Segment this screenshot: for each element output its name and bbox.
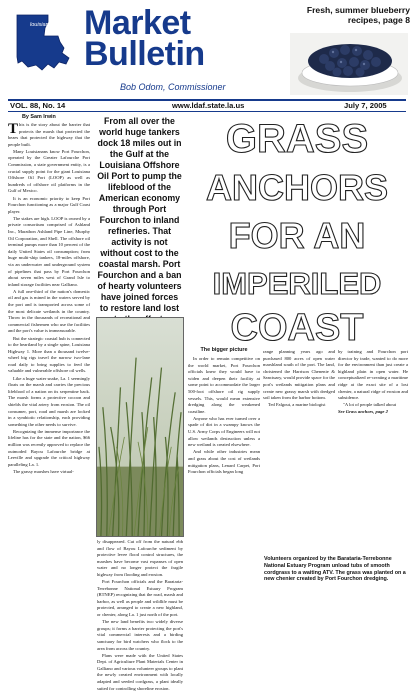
paragraph: And while other industries mean and grass about the cost of wetlands mitigation plans, Lenard Carpet, Port Fourchon officials began long — [188, 449, 260, 475]
cordgrass-photo — [96, 317, 184, 537]
title-market: Market — [84, 4, 191, 42]
first-paragraph: his is the story about the barrier that protects the marsh that protected the beaes that protected the highway that the people built. — [8, 122, 90, 147]
headline-word: ANCHORS — [205, 167, 389, 208]
blueberries-photo — [290, 33, 408, 95]
paragraph: A full one-third of the nation's domestic oil and gas is mined in the waters served by the port and is transported across some of the most delicate wetlands in the country. Throw in the thousands of recreational and commercial fishermen who use the facilities and the port's value is immeasurable. — [8, 288, 90, 334]
paragraph: Many Louisianans know Port Fourchon, operated by the Greater Lafourche Port Commission, a state government entity, is a crucial supply point for the giant Louisiana Offshore Oil Port (LOOP) as well as hundreds of offshore oil platforms in the Gulf of Mexico. — [8, 148, 90, 194]
recipe-teaser[interactable]: Fresh, summer blueberry recipes, page 8 — [306, 5, 410, 25]
headline-word: COAST — [230, 307, 364, 349]
paragraph: Like a huge water snake, La. 1 seemingly floats on the marsh and carries the precious lifeblood of a nation on its serpentine back. The marsh forms a protective cocoon and shields the vital artery from erosion. The oil consumer, port, road and marsh are locked in a symbiotic relationship, each providing something the other needs to survive. — [8, 375, 90, 427]
paragraph: But the strategic coastal hub is connected to the heartland by a single spine, Louisiana Highway 1. More than a thousand twelve-wheel big rigs travel the narrow two-lane road daily to bring supplies to feed the valuable and vulnerable offshore oil wells. — [8, 335, 90, 374]
issue-volume: VOL. 88, No. 14 — [10, 101, 66, 110]
issue-date: July 7, 2005 — [344, 101, 387, 110]
commissioner-line: Bob Odom, Commissioner — [120, 82, 226, 92]
headline-word: IMPERILED — [212, 266, 382, 301]
paragraph: by training and Fourchon port director by trade, wanted to do more for the environment than just create a highland plain in open water. He conceptualized re-creating a maritime ridge at the exact site of a lost chenier, a natural ridge of erosion and subsidence. — [338, 349, 408, 401]
continued-link[interactable]: See Grass anchors, page 2 — [338, 409, 388, 415]
drop-cap: T — [8, 121, 19, 137]
paragraph: The new land benefits two widely diverse groups; it forms a barrier protecting the port's vital commercial interests and a birding sanctuary for bird watchers who flock to the area from across the country. — [97, 619, 183, 651]
headline-word: GRASS — [225, 117, 369, 161]
paragraph: Plans were made with the United States Dept. of Agriculture Plant Materials Center in Galliano and various volunteer groups to plant the newly created environment with locally adapted and seeded cordgrass, a plant ideally suited for controlling shoreline erosion. — [97, 652, 183, 691]
paragraph: It is an economic priority to keep Port Fourchon functioning as a major Gulf Coast player. — [8, 195, 90, 214]
pull-quote: From all over the world huge tankers dock 18 miles out in the Gulf at the Louisiana Offshore Oil Port to pump the lifeblood of the American economy through Port Fourchon to inland refineries. That activity is not without cost to the coastal marsh. Port Fourchon and a ban of hearty volunteers have joined forces to restore land lost — [97, 116, 182, 313]
paragraph: Ted Falgout, a marine biologist — [268, 402, 326, 408]
article-column-2 — [97, 539, 183, 693]
subhead-bigger-picture: The bigger picture — [200, 347, 248, 353]
paragraph: Recognizing the immense importance the lifeline has for the state and the nation, $66 million was recently approved to replace the outmoded Bayou Lafourche bridge at Leeville and upgrade the critical highway paralleling La. 1. — [8, 428, 90, 467]
headline-word: FOR AN — [228, 215, 366, 256]
masthead-title — [84, 4, 274, 74]
byline: By Sam Irwin — [22, 114, 56, 120]
paragraph: Port Fourchon officials and the Barataria-Terrebonne National Estuary Program (BTNEP) recognizing that the road, marsh and harbor, as well as people and wildlife must be protected, arranged to create a new highland, or chenier, along La. 1 just north of the port. — [97, 579, 183, 618]
state-label: louisiana — [30, 22, 52, 28]
paragraph: In order to remain competitive on the world market, Port Fourchon officials knew they would have to widen and deepen their facility at some point to accommodate the larger 500-foot offshore oil rig supply vessels. This, would mean extensive dredging along the weakened coastline. — [188, 356, 260, 414]
photo-caption: Volunteers organized by the Barataria-Terrebonne National Estuary Program unload tubs of smooth cordgrass to a waiting ATV. The grass was planted on a new chenier created by Port Fourchon dredging. — [264, 556, 406, 583]
louisiana-map-logo — [14, 12, 72, 74]
paragraph: The grassy marshes have virtual- — [13, 468, 74, 474]
article-column-1 — [8, 122, 90, 476]
article-column-5 — [338, 349, 408, 416]
paragraph: range planning years ago and purchased 800 acres of open water marshland south of the port. The land, christened the Harrison Chenenie & Sanctuary, would provide space for the port's wetlands mitigation plans and create new grassy marsh with dredged soil taken from the harbor bottom. — [263, 349, 335, 401]
paragraph: Anyone who has ever turned over a spade of dirt in a swampy knows the U.S. Army Corps of Engineers will not allow wetlands destruction unless a new wetland is created elsewhere. — [188, 415, 260, 448]
paragraph: "A lot of people talked about — [343, 402, 397, 408]
headline-grass-anchors — [188, 112, 406, 349]
paragraph: ly disappeared. Cut off from the natural ebb and flow of Bayou Lafourche sediment by protective levee flood control structures, the marshes have become vast expanses of open water and no longer protect the fragile highway from flooding and erosion. — [97, 539, 183, 577]
article-column-4 — [263, 349, 335, 409]
article-column-3 — [188, 356, 260, 476]
title-bulletin: Bulletin — [84, 35, 205, 74]
website-link[interactable]: www.ldaf.state.la.us — [172, 101, 245, 110]
paragraph: The stakes are high. LOOP is owned by a private consortium comprised of Ashland Inc., Marathon Ashland Pipe Line, Murphy Oil Corporation, and Shell. The offshore oil terminal pumps more than 10 percent of the daily United States oil consumption; from huge multi-ship tankers, 18-miles offshore, via an underwater and underground system of pipelines that pass by Port Fourchon about seven miles west of Grand Isle to inland storage facilities near Galliano. — [8, 215, 90, 287]
